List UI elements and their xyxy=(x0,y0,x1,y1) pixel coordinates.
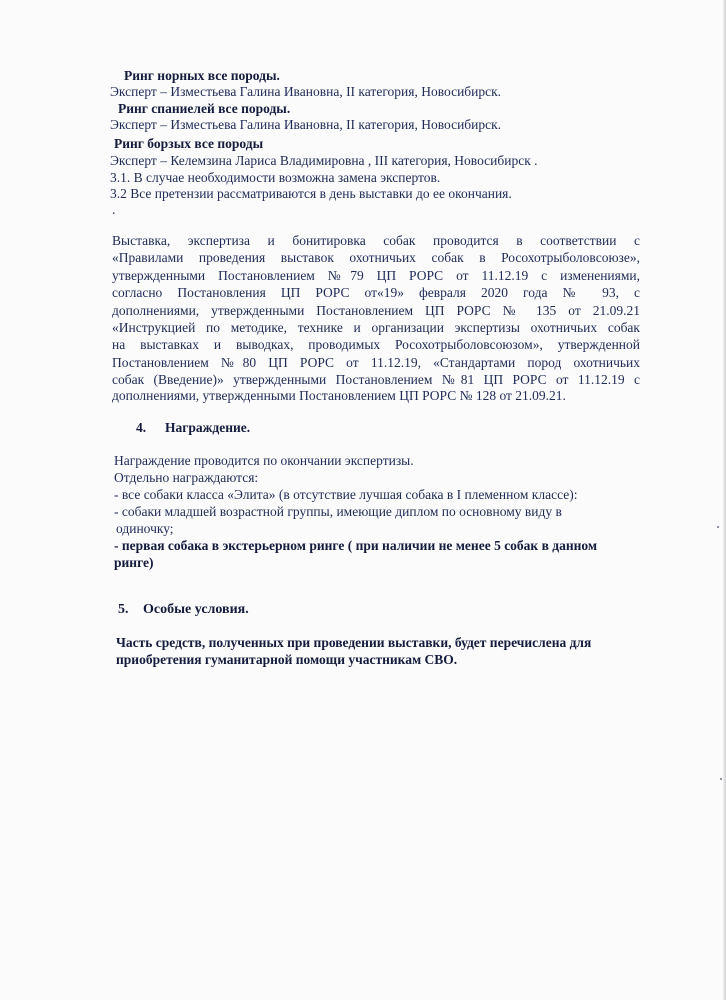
special-text-line-2: приобретения гуманитарной помощи участникам СВО. xyxy=(116,652,458,667)
expert-line-3: Эксперт – Келемзина Лариса Владимировна , III категория, Новосибирск . xyxy=(110,153,538,168)
rules-line: на выставках и выводках, проводимых Росохотрыболовсоюзом», утвержденной xyxy=(112,337,640,353)
scan-speck xyxy=(717,526,719,528)
ring-burrow-heading: Ринг норных все породы. xyxy=(124,68,280,83)
scan-speck xyxy=(720,778,722,780)
note-3-1: 3.1. В случае необходимости возможна замена экспертов. xyxy=(110,170,441,185)
ring-greyhound-heading: Ринг борзых все породы xyxy=(114,136,264,151)
special-heading-number: 5. xyxy=(118,602,129,617)
awards-item-1: - все собаки класса «Элита» (в отсутствие лучшая собака в I племенном классе): xyxy=(114,487,578,502)
awards-item-2b: одиночку; xyxy=(116,521,174,536)
awards-heading: Награждение. xyxy=(165,420,251,435)
rules-line: дополнениями, утвержденными Постановлением ЦП РОРС № 135 от 21.09.21 xyxy=(112,302,640,318)
rules-line: Выставка, экспертиза и бонитировка собак проводится в соответствии с xyxy=(112,233,640,248)
rules-line: «Инструкцией по методике, технике и организации экспертизы охотничьих собак xyxy=(112,320,640,336)
note-3-2: 3.2 Все претензии рассматриваются в день выставки до ее окончания. xyxy=(110,186,512,201)
rules-line: утвержденными Постановлением №79 ЦП РОРС от 11.12.19 с изменениями, xyxy=(112,267,640,283)
rules-line: Постановлением №80 ЦП РОРС от 11.12.19, «Стандартами пород охотничьих xyxy=(112,354,640,370)
expert-line-2: Эксперт – Изместьева Галина Ивановна, II категория, Новосибирск. xyxy=(110,117,502,132)
rules-line: собак (Введение)» утвержденными Постановлением №81 ЦП РОРС от 11.12.19 с xyxy=(112,372,640,388)
stray-dot: . xyxy=(112,202,116,217)
ring-spaniel-heading: Ринг спаниелей все породы. xyxy=(118,101,291,116)
expert-line-1: Эксперт – Изместьева Галина Ивановна, II категория, Новосибирск. xyxy=(110,84,502,99)
awards-item-2a: - собаки младшей возрастной группы, имеющие диплом по основному виду в xyxy=(114,504,562,519)
rules-last-line: дополнениями, утвержденными Постановлением ЦП РОРС № 128 от 21.09.21. xyxy=(112,388,566,403)
special-text-line-1: Часть средств, полученных при проведении выставки, будет перечислена для xyxy=(116,635,592,650)
awards-item-3a: - первая собака в экстерьерном ринге ( при наличии не менее 5 собак в данном xyxy=(114,538,598,553)
awards-intro: Награждение проводится по окончании экспертизы. xyxy=(114,453,414,468)
rules-line: «Правилами проведения выставок охотничьих собак в Росохотрыболовсоюзе», xyxy=(112,250,640,266)
awards-heading-number: 4. xyxy=(136,420,147,435)
special-heading: Особые условия. xyxy=(143,602,249,617)
awards-separately: Отдельно награждаются: xyxy=(114,470,259,485)
rules-paragraph xyxy=(112,232,640,389)
rules-line: согласно Постановления ЦП РОРС от«19» февраля 2020 года № 93, с xyxy=(112,285,640,301)
awards-item-3b: ринге) xyxy=(114,555,154,570)
